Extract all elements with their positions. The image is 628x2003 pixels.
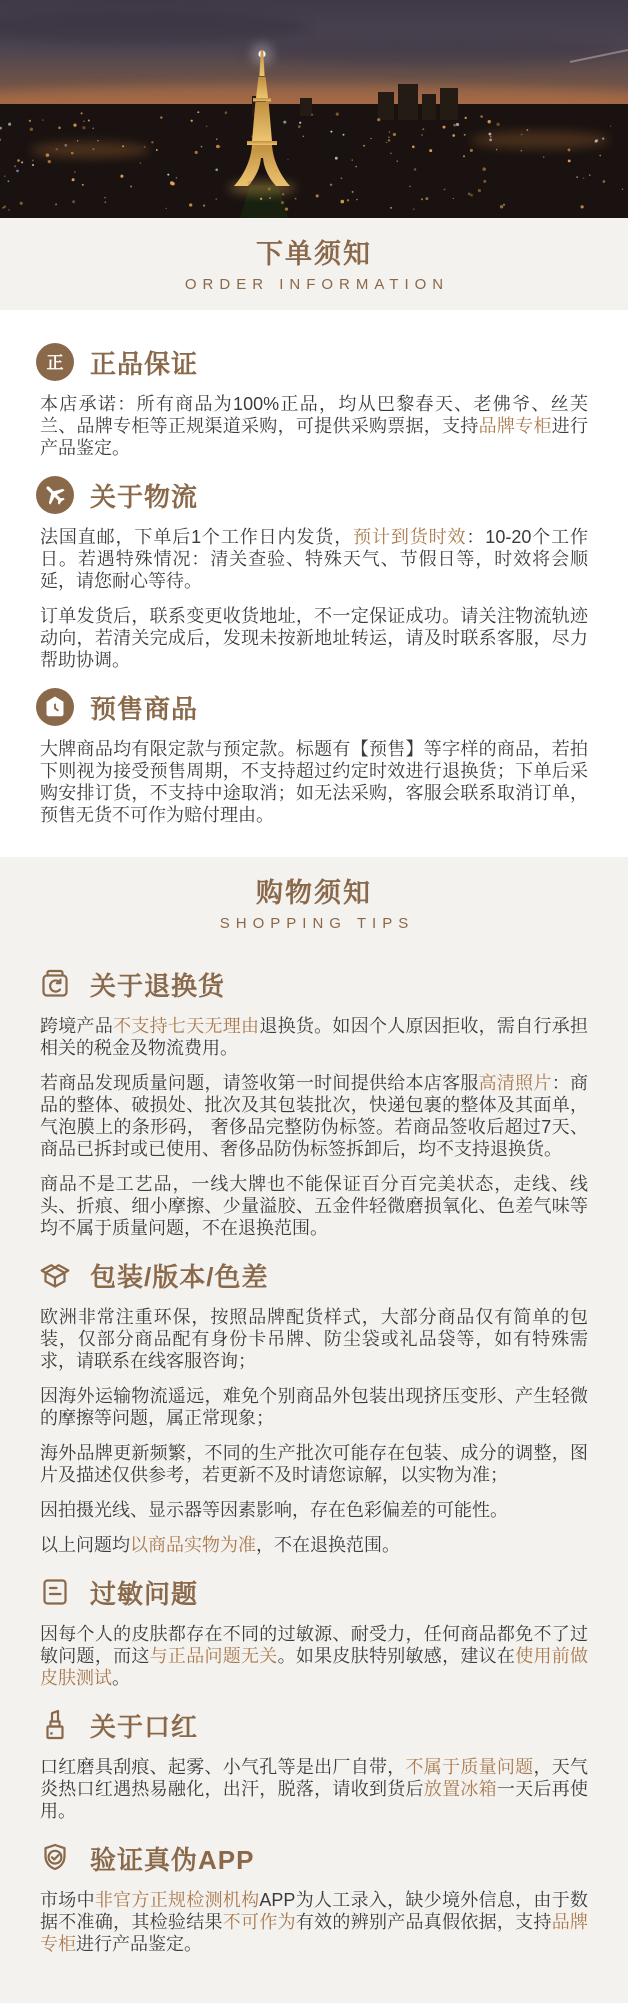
section-authenticity	[40, 342, 588, 459]
highlight-text: 以商品实物为准	[130, 1535, 256, 1555]
paragraph	[40, 1173, 588, 1239]
street-glow	[30, 142, 150, 158]
section-heading	[35, 1255, 588, 1295]
paragraph	[40, 1756, 588, 1822]
highlight-text: 使用前做皮肤测试	[40, 1646, 589, 1688]
city-dark	[0, 104, 628, 218]
order-info-title: 下单须知	[256, 239, 372, 269]
section-heading	[35, 475, 588, 515]
section-heading	[35, 687, 588, 727]
highlight-text: 不可作为	[222, 1912, 296, 1932]
paragraph	[40, 1385, 588, 1429]
highlight-text: 不属于质量问题	[405, 1757, 534, 1777]
section-title: 包装/版本/色差	[90, 1261, 269, 1292]
section-title: 预售商品	[90, 693, 199, 724]
highlight-text: 高清照片	[478, 1073, 552, 1093]
body-text: 。如果皮肤特别敏感，建议在	[277, 1646, 516, 1666]
svg-text:正: 正	[46, 353, 64, 373]
body-text: 。	[112, 1668, 130, 1688]
body-text: 海外品牌更新频繁，不同的生产批次可能存在包装、成分的调整，图片及描述仅供参考，若更新不及时请您谅解，以实物为准；	[40, 1443, 588, 1485]
body-text: 跨境产品	[40, 1016, 114, 1036]
section-returns	[40, 964, 588, 1239]
section-logistics	[40, 475, 588, 671]
highlight-text: 品牌专柜	[40, 1912, 589, 1954]
body-text: ，天气炎热口红遇热易融化，出汗，脱落，请收到货后	[40, 1757, 589, 1799]
section-heading	[35, 342, 588, 382]
section-verify-app	[40, 1838, 588, 1955]
highlight-text: 品牌专柜	[478, 416, 552, 436]
paragraph	[40, 1015, 588, 1059]
body-text: 因每个人的皮肤都存在不同的过敏源、耐受力，任何商品都免不了过敏问题，而这	[40, 1624, 588, 1666]
highlight-text: 与正品问题无关	[149, 1646, 278, 1666]
body-text: 若商品发现质量问题，请签收第一时间提供给本店客服	[40, 1073, 479, 1093]
order-info-header	[0, 218, 628, 310]
highlight-text: 非官方正规检测机构	[94, 1890, 260, 1910]
paragraph	[40, 1306, 588, 1372]
section-presale	[40, 687, 588, 826]
body-text: 退换货。如因个人原因拒收，需自行承担相关的税金及物流费用。	[40, 1016, 589, 1058]
section-allergy	[40, 1572, 588, 1689]
body-text: 进行产品鉴定。	[76, 1934, 202, 1954]
body-text: 市场中	[40, 1890, 95, 1910]
body-text: 进行产品鉴定。	[40, 416, 589, 458]
section-lipstick	[40, 1705, 588, 1822]
body-text: 口红磨具刮痕、起雾、小气孔等是出厂自带，	[40, 1757, 406, 1777]
body-text: 法国直邮，下单后1个工作日内发货，	[40, 527, 354, 547]
shopping-tips-sections	[0, 932, 628, 1986]
allergy-note-icon	[35, 1572, 75, 1612]
section-title: 关于口红	[90, 1711, 199, 1742]
paragraph	[40, 393, 588, 459]
paragraph	[40, 1072, 588, 1160]
paragraph	[40, 738, 588, 826]
shopping-tips-header	[0, 857, 628, 2003]
highlight-text: 预计到货时效	[353, 527, 467, 547]
body-text: 因海外运输物流遥远，难免个别商品外包装出现挤压变形、产生轻微的摩擦等问题，属正常现象；	[40, 1386, 588, 1428]
return-bag-icon	[35, 964, 75, 1004]
body-text: 订单发货后，联系变更收货地址，不一定保证成功。请关注物流轨迹动向，若清关完成后，发现未按新地址转运，请及时联系客服，尽力帮助协调。	[40, 606, 588, 670]
section-title: 正品保证	[90, 348, 199, 379]
shopping-tips-subtitle: SHOPPING TIPS	[219, 915, 415, 932]
paragraph	[40, 1623, 588, 1689]
body-text: APP为人工录入，缺少境外信息，由于数据不准确，其检验结果	[40, 1890, 588, 1932]
body-text: 商品不是工艺品，一线大牌也不能保证百分百完美状态，走线、线头、折痕、细小摩擦、少量溢胶、五金件轻微磨损氧化、色差气味等均不属于质量问题，不在退换范围。	[40, 1174, 588, 1238]
section-packaging	[40, 1255, 588, 1556]
section-heading	[35, 1572, 588, 1612]
body-text: 一天后再使用。	[40, 1779, 589, 1821]
section-heading	[35, 1705, 588, 1745]
body-text: 欧洲非常注重环保，按照品牌配货样式，大部分商品仅有简单的包装，仅部分商品配有身份卡吊牌、防尘袋或礼品袋等，如有特殊需求，请联系在线客服咨询；	[40, 1307, 588, 1371]
body-text: ：10-20个工作日。若遇特殊情况：清关查验、特殊天气、节假日等，时效将会顺延，请您耐心等待。	[40, 527, 589, 591]
highlight-text: 不支持七天无理由	[113, 1016, 260, 1036]
street-glow	[470, 131, 610, 149]
body-text: ：商品的整体、破损处、批次及其包装批次，快递包裹的整体及其面单，气泡膜上的条形码， 奢侈品完整防伪标签。若商品签收后超过7天、商品已拆封或已使用、奢侈品防伪标签拆卸后，均不支持退换货。	[40, 1073, 589, 1159]
section-title: 关于物流	[90, 481, 199, 512]
paragraph	[40, 526, 588, 592]
body-text: 本店承诺：所有商品为100%正品，均从巴黎春天、老佛爷、丝芙兰、品牌专柜等正规渠道采购，可提供采购票据，支持	[40, 394, 588, 436]
presale-tag-icon	[35, 687, 75, 727]
order-info-sections	[0, 310, 628, 857]
section-title: 关于退换货	[90, 970, 226, 1001]
paragraph	[40, 605, 588, 671]
body-text: 有效的辨别产品真假依据，支持	[295, 1912, 552, 1932]
highlight-text: 放置冰箱	[423, 1779, 497, 1799]
order-info-subtitle: ORDER INFORMATION	[184, 276, 450, 293]
paris-night-illustration	[0, 0, 628, 218]
hero-image-paris-night	[0, 0, 628, 218]
body-text: 大牌商品均有限定款与预定款。标题有【预售】等字样的商品，若拍下则视为接受预售周期，不支持超过约定时效进行退换货；下单后采购安排订货，不支持中途取消；如无法采购，客服会联系取消订单，预售无货不可作为赔付理由。	[40, 739, 588, 825]
section-title: 过敏问题	[90, 1578, 199, 1609]
section-heading	[35, 964, 588, 1004]
paragraph	[40, 1499, 588, 1521]
shopping-tips-title: 购物须知	[256, 878, 372, 908]
body-text: 以上问题均	[40, 1535, 130, 1555]
airplane-icon	[35, 475, 75, 515]
shield-check-icon	[35, 1838, 75, 1878]
lipstick-icon	[35, 1705, 75, 1745]
body-text: 因拍摄光线、显示器等因素影响，存在色彩偏差的可能性。	[40, 1500, 508, 1520]
paragraph	[40, 1442, 588, 1486]
authentic-seal-icon	[35, 342, 75, 382]
section-heading	[35, 1838, 588, 1878]
package-box-icon	[35, 1255, 75, 1295]
paragraph	[40, 1534, 588, 1556]
cloud	[240, 38, 620, 66]
paragraph	[40, 1889, 588, 1955]
body-text: ，不在退换范围。	[256, 1535, 400, 1555]
section-title: 验证真伪APP	[90, 1844, 255, 1875]
